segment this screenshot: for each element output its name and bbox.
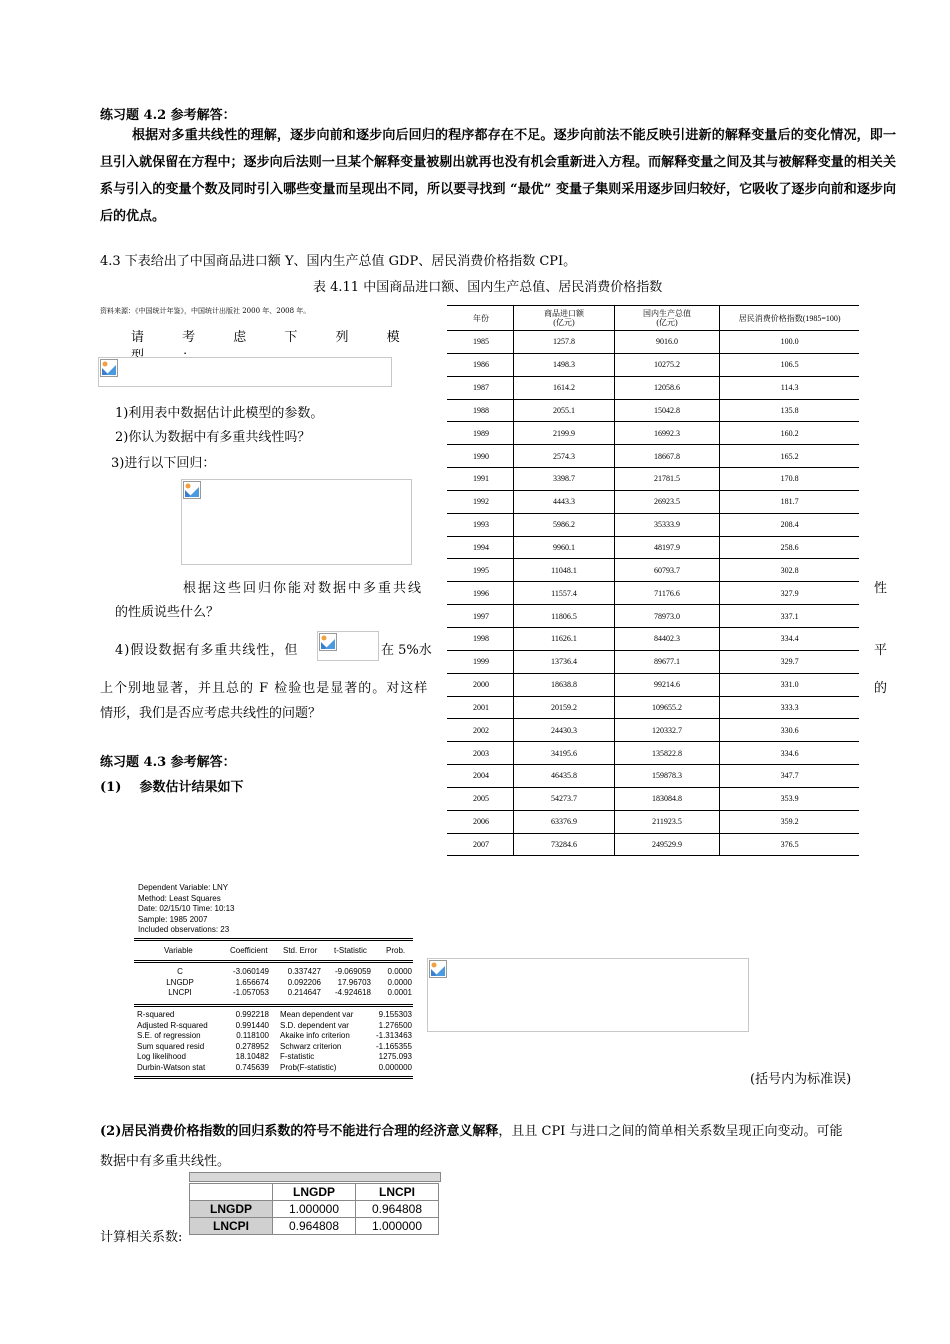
broken-image-icon <box>429 960 447 978</box>
eviews-stat-cell: -1.313463 <box>375 1031 412 1040</box>
broken-image-icon <box>100 359 118 377</box>
corr-row <box>190 1218 439 1235</box>
table-cell: 9016.0 <box>614 331 720 354</box>
q4-text-e: 的 <box>874 681 888 696</box>
divider <box>134 1076 413 1077</box>
table-cell: 1988 <box>447 399 514 422</box>
q4-text-d: 上个别地显著，并且总的 F 检验也是显著的。对这样 <box>100 681 429 696</box>
table-cell: 16992.3 <box>614 422 720 445</box>
table-row <box>447 719 859 742</box>
table-cell: 114.3 <box>720 376 859 399</box>
corr-row-label: LNGDP <box>190 1201 273 1218</box>
eviews-stat-cell: 0.745639 <box>235 1062 269 1072</box>
table-cell: 359.2 <box>720 810 859 833</box>
eviews-header-line: Included observations: 23 <box>138 925 230 934</box>
table-cell: 4443.3 <box>514 490 615 513</box>
table-cell: 78973.0 <box>614 605 720 628</box>
table-row <box>447 627 859 650</box>
corr-table <box>189 1183 439 1235</box>
table-cell: 376.5 <box>720 833 859 856</box>
eviews-stat-cell: Schwarz criterion <box>280 1041 342 1051</box>
eviews-coef-cell: LNGDP <box>166 977 194 987</box>
eviews-header <box>138 883 235 936</box>
eviews-stat-cell: 0.278952 <box>235 1041 269 1051</box>
table-cell: 1985 <box>447 331 514 354</box>
table-cell: 1991 <box>447 468 514 491</box>
eviews-stat-cell: Prob(F-statistic) <box>280 1062 337 1072</box>
table-cell: 24430.3 <box>514 719 615 742</box>
table-cell: 3398.7 <box>514 468 615 491</box>
table-cell: 347.7 <box>720 765 859 788</box>
table-row <box>447 331 859 354</box>
eviews-columns <box>134 946 413 958</box>
table-cell: 159878.3 <box>614 765 720 788</box>
ex42-heading: 练习题 4.2 参考解答： <box>100 108 236 123</box>
question-2: 2)你认为数据中有多重共线性吗？ <box>115 430 311 445</box>
table-cell: 54273.7 <box>514 787 615 810</box>
table-cell: 1614.2 <box>514 376 615 399</box>
eviews-coef-table <box>134 967 413 1000</box>
eviews-coef-cell: 1.656674 <box>235 977 269 987</box>
table-cell: 100.0 <box>720 331 859 354</box>
model-equation-image <box>98 357 392 387</box>
corr-cell: 0.964808 <box>356 1201 439 1218</box>
eviews-stat-cell: 9.155303 <box>378 1010 412 1019</box>
eviews-header-line: Dependent Variable: LNY <box>138 883 229 892</box>
table-cell: 333.3 <box>720 696 859 719</box>
eviews-coef-cell: 0.214647 <box>287 988 321 997</box>
corr-title-bar <box>189 1172 441 1182</box>
table-header-cell: 年份 <box>447 306 514 331</box>
std-err-note: (括号内为标准误) <box>750 1072 852 1087</box>
corr-cell: 1.000000 <box>273 1201 356 1218</box>
eviews-col-header: Std. Error <box>283 946 318 955</box>
table-cell: 120332.7 <box>614 719 720 742</box>
table-row <box>447 422 859 445</box>
regressions-image <box>181 479 412 565</box>
table-cell: 46435.8 <box>514 765 615 788</box>
table-cell: 1998 <box>447 627 514 650</box>
table-header-row <box>447 306 859 331</box>
corr-label: 计算相关系数: <box>100 1230 183 1245</box>
q4-text-f: 情形，我们是否应考虑共线性的问题？ <box>100 706 322 721</box>
table-cell: 18667.8 <box>614 445 720 468</box>
consider-model-text: 请 考 虑 下 列 模 <box>131 330 417 345</box>
eviews-stat-cell: 0.992218 <box>235 1010 269 1019</box>
table-row <box>447 582 859 605</box>
corr-header-cell: LNCPI <box>356 1184 439 1201</box>
table-row <box>447 353 859 376</box>
divider <box>134 962 413 963</box>
table-row <box>447 445 859 468</box>
corr-header-cell: LNGDP <box>273 1184 356 1201</box>
table-cell: 1257.8 <box>514 331 615 354</box>
eviews-stat-cell: 18.10482 <box>235 1052 269 1061</box>
table-cell: 2004 <box>447 765 514 788</box>
eviews-stat-cell: -1.165355 <box>375 1041 412 1051</box>
table-row <box>447 765 859 788</box>
table-cell: 2055.1 <box>514 399 615 422</box>
ex43-subheading: (1) 参数估计结果如下 <box>100 780 244 795</box>
eviews-stat-cell: Mean dependent var <box>280 1010 354 1019</box>
divider <box>134 940 413 941</box>
table-cell: 1996 <box>447 582 514 605</box>
eviews-header-line: Sample: 1985 2007 <box>138 914 208 924</box>
corr-cell: 1.000000 <box>356 1218 439 1235</box>
table-cell: 15042.8 <box>614 399 720 422</box>
table-cell: 71176.6 <box>614 582 720 605</box>
eviews-coef-cell: 0.0001 <box>387 988 412 997</box>
table-cell: 21781.5 <box>614 468 720 491</box>
eviews-stat-cell: 0.118100 <box>236 1031 269 1040</box>
eviews-stat-cell: 0.991440 <box>235 1020 269 1030</box>
eviews-col-header: Prob. <box>386 946 406 955</box>
eviews-header-line: Method: Least Squares <box>138 893 221 903</box>
part2-rest: ，且且 CPI 与进口之间的简单相关系数呈现正向变动。可能 <box>498 1124 843 1139</box>
part2-bold: (2)居民消费价格指数的回归系数的符号不能进行合理的经济意义解释 <box>100 1124 499 1139</box>
eviews-stat-cell: 1.276500 <box>378 1020 412 1030</box>
table-row <box>447 559 859 582</box>
question-3: 3)进行以下回归： <box>111 456 216 471</box>
table-cell: 12058.6 <box>614 376 720 399</box>
source-note: 资料来源：《中国统计年鉴》，中国统计出版社 2000 年、2008 年。 <box>100 307 311 315</box>
table-row <box>447 742 859 765</box>
table-cell: 2006 <box>447 810 514 833</box>
divider <box>134 938 413 939</box>
divider <box>134 960 413 961</box>
table-cell: 353.9 <box>720 787 859 810</box>
table-cell: 330.6 <box>720 719 859 742</box>
q4-text-a: 4)假设数据有多重共线性，但 <box>115 643 299 658</box>
table-cell: 337.1 <box>720 605 859 628</box>
eviews-coef-cell: -9.069059 <box>334 967 371 976</box>
table-cell: 10275.2 <box>614 353 720 376</box>
table-cell: 20159.2 <box>514 696 615 719</box>
table-cell: 170.8 <box>720 468 859 491</box>
table-cell: 181.7 <box>720 490 859 513</box>
table-cell: 302.8 <box>720 559 859 582</box>
table-cell: 9960.1 <box>514 536 615 559</box>
table-cell: 211923.5 <box>614 810 720 833</box>
corr-cell: 0.964808 <box>273 1218 356 1235</box>
eviews-stat-cell: Adjusted R-squared <box>137 1020 208 1030</box>
eviews-stat-cell: 0.000000 <box>378 1062 412 1072</box>
significance-image <box>317 631 379 661</box>
table-cell: 13736.4 <box>514 650 615 673</box>
table-cell: 1987 <box>447 376 514 399</box>
part2-paragraph <box>100 1118 900 1145</box>
table-cell: 1997 <box>447 605 514 628</box>
table-title: 表 4.11 中国商品进口额、国内生产总值、居民消费价格指数 <box>313 280 663 295</box>
table-cell: 258.6 <box>720 536 859 559</box>
table-cell: 106.5 <box>720 353 859 376</box>
table-cell: 1989 <box>447 422 514 445</box>
table-cell: 1992 <box>447 490 514 513</box>
ex43-heading: 练习题 4.3 参考解答： <box>100 755 236 770</box>
table-cell: 5986.2 <box>514 513 615 536</box>
table-cell: 208.4 <box>720 513 859 536</box>
eviews-coef-cell: -1.057053 <box>232 988 269 997</box>
table-cell: 48197.9 <box>614 536 720 559</box>
table-cell: 1986 <box>447 353 514 376</box>
q4-text-c: 平 <box>874 643 888 658</box>
table-cell: 11626.1 <box>514 627 615 650</box>
table-cell: 2001 <box>447 696 514 719</box>
table-cell: 183084.8 <box>614 787 720 810</box>
table-cell: 2002 <box>447 719 514 742</box>
divider <box>134 1078 413 1079</box>
eviews-header-line: Date: 02/15/10 Time: 10:13 <box>138 904 235 913</box>
eviews-stat-cell: Durbin-Watson stat <box>137 1062 206 1072</box>
eviews-stat-cell: Akaike info criterion <box>280 1031 350 1040</box>
part2-line2: 数据中有多重共线性。 <box>100 1154 231 1169</box>
table-cell: 1999 <box>447 650 514 673</box>
q43-intro: 4.3 下表给出了中国商品进口额 Y、国内生产总值 GDP、居民消费价格指数 CPI。 <box>100 254 577 269</box>
table-cell: 334.4 <box>720 627 859 650</box>
table-cell: 1994 <box>447 536 514 559</box>
table-cell: 89677.1 <box>614 650 720 673</box>
table-cell: 2574.3 <box>514 445 615 468</box>
table-cell: 1990 <box>447 445 514 468</box>
eviews-stats-table <box>134 1010 413 1074</box>
eviews-coef-cell: 0.092206 <box>287 977 321 987</box>
table-cell: 135.8 <box>720 399 859 422</box>
eviews-stat-cell: 1275.093 <box>378 1052 412 1061</box>
corr-header-row <box>190 1184 439 1201</box>
eviews-stat-cell: S.D. dependent var <box>280 1020 349 1030</box>
table-cell: 1995 <box>447 559 514 582</box>
table-row <box>447 673 859 696</box>
table-row <box>447 468 859 491</box>
table-cell: 35333.9 <box>614 513 720 536</box>
table-cell: 2003 <box>447 742 514 765</box>
eviews-coef-cell: 0.337427 <box>287 967 321 976</box>
eviews-col-header: t-Statistic <box>334 946 367 955</box>
table-row <box>447 696 859 719</box>
table-header-cell: 居民消费价格指数(1985=100) <box>720 306 859 331</box>
table-header-cell: 国内生产总值 (亿元) <box>614 306 720 331</box>
divider <box>134 1004 413 1005</box>
table-cell: 11557.4 <box>514 582 615 605</box>
table-cell: 2007 <box>447 833 514 856</box>
eviews-col-header: Coefficient <box>230 946 268 955</box>
table-row <box>447 513 859 536</box>
divider <box>134 1006 413 1007</box>
table-row <box>447 650 859 673</box>
table-row <box>447 399 859 422</box>
table-header-cell: 商品进口额 (亿元) <box>514 306 615 331</box>
table-row <box>447 490 859 513</box>
table-cell: 327.9 <box>720 582 859 605</box>
table-cell: 331.0 <box>720 673 859 696</box>
table-row <box>447 833 859 856</box>
q4-text-b: 在 5%水 <box>381 643 432 658</box>
table-cell: 63376.9 <box>514 810 615 833</box>
eviews-coef-cell: -3.060149 <box>232 967 269 976</box>
table-cell: 2005 <box>447 787 514 810</box>
table-cell: 249529.9 <box>614 833 720 856</box>
table-cell: 135822.8 <box>614 742 720 765</box>
table-cell: 34195.6 <box>514 742 615 765</box>
eviews-coef-cell: 17.96703 <box>337 977 371 987</box>
eviews-stat-cell: S.E. of regression <box>137 1031 201 1040</box>
eviews-coef-cell: 0.0000 <box>387 967 412 976</box>
table-cell: 11806.5 <box>514 605 615 628</box>
table-cell: 1993 <box>447 513 514 536</box>
table-cell: 60793.7 <box>614 559 720 582</box>
table-cell: 2000 <box>447 673 514 696</box>
table-cell: 160.2 <box>720 422 859 445</box>
question-1: 1)利用表中数据估计此模型的参数。 <box>115 406 324 421</box>
corr-header-cell <box>190 1184 273 1201</box>
table-cell: 334.6 <box>720 742 859 765</box>
q3-text-a: 根据这些回归你能对数据中多重共线 <box>183 581 424 596</box>
eviews-stat-cell: Log likelihood <box>137 1052 186 1061</box>
ex42-paragraph: 根据对多重共线性的理解，逐步向前和逐步向后回归的程序都存在不足。逐步向前法不能反映引进新的解释变量后的变化情况，即一旦引入就保留在方程中；逐步向后法则一旦某个解释变量被剔出就再也没有机会重新进入方程。而解释变量之间及其与被解释变量的相关关系与引入的变量个数及同时引入哪些变量而呈现出不同，所以要寻找到 “最优” 变量子集则采用逐步回归较好，它吸收了逐步向前和逐步向后的优点。 <box>100 128 896 224</box>
table-row <box>447 376 859 399</box>
table-row <box>447 605 859 628</box>
eviews-coef-cell: -4.924618 <box>334 988 371 997</box>
corr-row <box>190 1201 439 1218</box>
data-table <box>447 305 859 856</box>
corr-row-label: LNCPI <box>190 1218 273 1235</box>
table-cell: 329.7 <box>720 650 859 673</box>
estimation-equation-image <box>427 958 749 1032</box>
table-cell: 2199.9 <box>514 422 615 445</box>
eviews-coef-cell: 0.0000 <box>387 977 412 987</box>
table-cell: 99214.6 <box>614 673 720 696</box>
broken-image-icon <box>319 633 337 651</box>
table-row <box>447 810 859 833</box>
q3-text-c: 的性质说些什么？ <box>115 605 220 620</box>
eviews-coef-cell: C <box>177 967 183 976</box>
broken-image-icon <box>183 481 201 499</box>
table-cell: 18638.8 <box>514 673 615 696</box>
table-cell: 109655.2 <box>614 696 720 719</box>
table-cell: 26923.5 <box>614 490 720 513</box>
table-row <box>447 536 859 559</box>
table-cell: 84402.3 <box>614 627 720 650</box>
eviews-col-header: Variable <box>164 946 193 955</box>
eviews-stat-cell: R-squared <box>137 1010 175 1019</box>
table-row <box>447 787 859 810</box>
table-cell: 1498.3 <box>514 353 615 376</box>
table-cell: 73284.6 <box>514 833 615 856</box>
table-cell: 11048.1 <box>514 559 615 582</box>
eviews-stat-cell: F-statistic <box>280 1052 315 1061</box>
eviews-stat-cell: Sum squared resid <box>137 1041 205 1051</box>
table-cell: 165.2 <box>720 445 859 468</box>
eviews-coef-cell: LNCPI <box>168 988 192 997</box>
q3-text-b: 性 <box>874 581 888 596</box>
